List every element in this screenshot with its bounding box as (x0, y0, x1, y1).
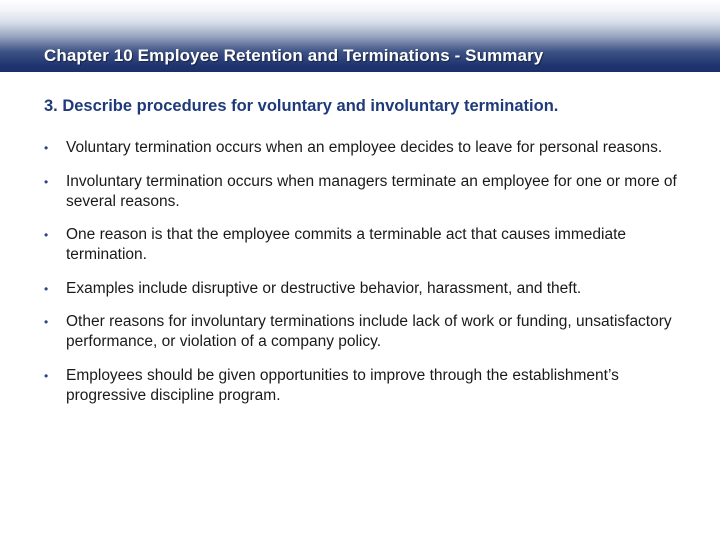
bullet-item (44, 172, 684, 212)
bullet-icon: • (44, 315, 49, 329)
slide-subtitle: 3. Describe procedures for voluntary and involuntary termination. (44, 97, 559, 115)
bullet-icon: • (44, 228, 49, 242)
bullet-text: Voluntary termination occurs when an employee decides to leave for personal reasons. (66, 139, 663, 156)
bullet-item (44, 279, 684, 299)
slide-title: Chapter 10 Employee Retention and Terminations - Summary (44, 46, 544, 65)
bullet-text: Examples include disruptive or destructive behavior, harassment, and theft. (66, 279, 582, 297)
bullet-icon: • (44, 141, 49, 155)
bullet-item (44, 225, 684, 265)
bullet-item (44, 138, 684, 158)
title-bar (0, 0, 720, 72)
bullet-list (44, 138, 684, 419)
bullet-icon: • (44, 368, 49, 383)
bullet-item (44, 366, 684, 406)
bullet-item (44, 312, 684, 352)
bullet-text: One reason is that the employee commits a terminable act that causes immediate termination. (66, 226, 626, 263)
bullet-text: Other reasons for involuntary terminations include lack of work or funding, unsatisfactory performance, or violation of a company policy. (66, 313, 672, 350)
bullet-text: Involuntary termination occurs when managers terminate an employee for one or more of several reasons. (66, 172, 677, 210)
bullet-text: Employees should be given opportunities to improve through the establishment’s progressive discipline program. (66, 366, 619, 404)
bullet-icon: • (44, 174, 49, 189)
bullet-icon: • (44, 281, 49, 296)
